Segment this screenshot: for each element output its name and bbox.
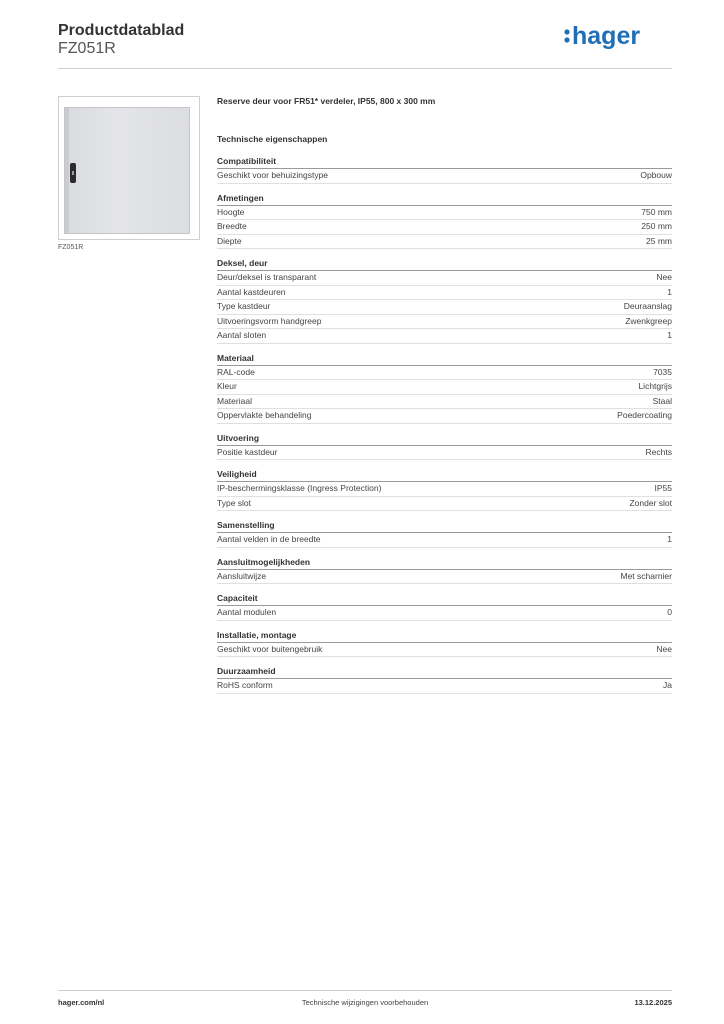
- spec-label: Diepte: [217, 235, 242, 246]
- spec-section: [217, 592, 672, 621]
- spec-label: Hoogte: [217, 206, 245, 217]
- spec-value: 25 mm: [646, 235, 672, 246]
- spec-value: Zonder slot: [629, 497, 672, 508]
- spec-value: 1: [667, 534, 672, 544]
- spec-row: [217, 329, 672, 344]
- hager-logo: [564, 22, 654, 50]
- spec-row: [217, 482, 672, 497]
- spec-row: [217, 169, 672, 184]
- section-title: Installatie, montage: [217, 629, 672, 643]
- product-code: FZ051R: [58, 40, 116, 57]
- spec-section: [217, 192, 672, 250]
- spec-section: [217, 257, 672, 344]
- spec-label: Oppervlakte behandeling: [217, 410, 312, 420]
- section-title: Compatibiliteit: [217, 155, 672, 169]
- spec-value: 1: [667, 330, 672, 340]
- section-title: Veiligheid: [217, 468, 672, 482]
- section-title: Aansluitmogelijkheden: [217, 556, 672, 570]
- spec-value: Deuraanslag: [623, 301, 672, 311]
- spec-label: Aansluitwijze: [217, 570, 267, 581]
- spec-row: [217, 366, 672, 381]
- spec-value: 1: [667, 286, 672, 297]
- spec-section: [217, 629, 672, 658]
- spec-row: [217, 643, 672, 658]
- spec-label: Aantal sloten: [217, 330, 267, 340]
- spec-row: [217, 206, 672, 221]
- spec-row: [217, 380, 672, 395]
- product-image: [58, 96, 200, 240]
- spec-label: Breedte: [217, 221, 247, 231]
- section-title: Samenstelling: [217, 519, 672, 533]
- spec-label: Positie kastdeur: [217, 446, 278, 457]
- spec-row: [217, 220, 672, 235]
- footer-divider: [58, 990, 672, 991]
- spec-section: [217, 665, 672, 694]
- spec-label: Kleur: [217, 381, 237, 391]
- spec-value: IP55: [654, 483, 672, 493]
- door-illustration: [64, 107, 190, 234]
- spec-row: [217, 679, 672, 694]
- spec-value: 0: [667, 607, 672, 617]
- section-title: Uitvoering: [217, 432, 672, 446]
- spec-row: [217, 533, 672, 548]
- spec-label: RoHS conform: [217, 680, 273, 690]
- spec-value: Staal: [652, 395, 672, 406]
- spec-row: [217, 395, 672, 410]
- logo-text: hager: [572, 22, 641, 50]
- spec-value: Nee: [656, 272, 672, 282]
- section-title: Duurzaamheid: [217, 665, 672, 679]
- section-title: Deksel, deur: [217, 257, 672, 271]
- section-title: Capaciteit: [217, 592, 672, 606]
- spec-content: [217, 95, 672, 694]
- product-description: Reserve deur voor FR51* verdeler, IP55, 800 x 300 mm: [217, 96, 436, 106]
- spec-value: Rechts: [645, 446, 672, 457]
- spec-label: IP-beschermingsklasse (Ingress Protection): [217, 483, 382, 493]
- document-title: Productdatablad: [58, 22, 185, 39]
- spec-row: [217, 446, 672, 461]
- image-caption: FZ051R: [58, 244, 84, 251]
- header-divider: [58, 68, 672, 69]
- spec-label: RAL-code: [217, 366, 255, 377]
- spec-section: [217, 432, 672, 461]
- spec-sections: [217, 155, 672, 694]
- spec-label: Uitvoeringsvorm handgreep: [217, 315, 322, 326]
- spec-label: Geschikt voor behuizingstype: [217, 170, 329, 180]
- spec-label: Aantal kastdeuren: [217, 286, 286, 297]
- spec-value: Poedercoating: [617, 410, 672, 420]
- spec-value: Zwenkgreep: [625, 315, 672, 326]
- spec-row: [217, 235, 672, 250]
- spec-label: Type slot: [217, 497, 252, 508]
- spec-value: 750 mm: [641, 206, 672, 217]
- spec-row: [217, 497, 672, 512]
- spec-value: Met scharnier: [620, 570, 672, 581]
- spec-label: Deur/deksel is transparant: [217, 272, 317, 282]
- spec-section: [217, 352, 672, 424]
- spec-value: Opbouw: [640, 170, 672, 180]
- tech-properties-heading: Technische eigenschappen: [217, 134, 328, 144]
- section-title: Afmetingen: [217, 192, 672, 206]
- footer-disclaimer: Technische wijzigingen voorbehouden: [301, 998, 429, 1007]
- spec-section: [217, 468, 672, 511]
- spec-section: [217, 556, 672, 585]
- spec-value: Ja: [663, 680, 672, 690]
- spec-label: Materiaal: [217, 395, 252, 406]
- footer-website: hager.com/nl: [58, 998, 105, 1007]
- spec-row: [217, 409, 672, 424]
- section-title: Materiaal: [217, 352, 672, 366]
- spec-label: Aantal modulen: [217, 607, 277, 617]
- page-header: [58, 20, 672, 68]
- spec-row: [217, 570, 672, 585]
- footer-date: 13.12.2025: [634, 998, 672, 1007]
- spec-row: [217, 606, 672, 621]
- spec-value: Lichtgrijs: [638, 381, 672, 391]
- spec-section: [217, 155, 672, 184]
- spec-value: Nee: [656, 643, 672, 654]
- spec-value: 7035: [653, 366, 672, 377]
- spec-row: [217, 271, 672, 286]
- spec-label: Aantal velden in de breedte: [217, 534, 321, 544]
- spec-row: [217, 315, 672, 330]
- spec-label: Geschikt voor buitengebruik: [217, 643, 323, 654]
- spec-label: Type kastdeur: [217, 301, 271, 311]
- spec-section: [217, 519, 672, 548]
- door-handle-icon: [70, 163, 76, 183]
- spec-row: [217, 286, 672, 301]
- spec-value: 250 mm: [641, 221, 672, 231]
- spec-row: [217, 300, 672, 315]
